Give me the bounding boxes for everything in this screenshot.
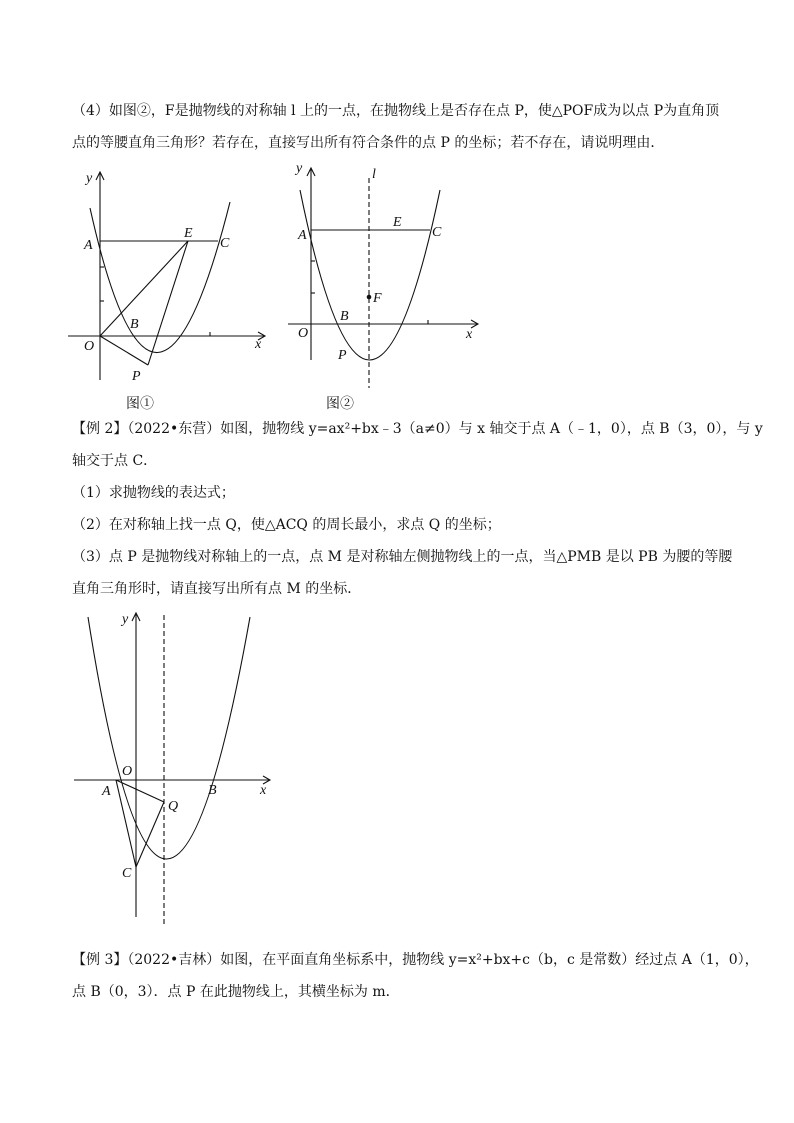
fig1-label-b: B	[130, 317, 139, 332]
ex2-label-a: A	[102, 784, 111, 799]
problem4-line1: （4）如图②，F是抛物线的对称轴 l 上的一点，在抛物线上是否存在点 P，使△POF成为以点 P为直角顶	[72, 103, 720, 119]
fig1-label-p: P	[132, 369, 141, 384]
ex2-label-x: x	[260, 783, 267, 798]
fig1-label-c: C	[220, 236, 230, 251]
fig2-label-y: y	[296, 161, 303, 176]
ex2-segment-ac	[116, 780, 136, 867]
fig1-parabola	[90, 202, 230, 353]
problem4-line2: 点的等腰直角三角形？若存在，直接写出所有符合条件的点 P 的坐标；若不存在，请说明理由．	[72, 135, 665, 151]
fig1-label-y: y	[86, 171, 93, 186]
fig2-label-a: A	[298, 228, 307, 243]
example2-q1: （1）求抛物线的表达式；	[72, 485, 235, 501]
example2-line2: 轴交于点 C．	[72, 453, 158, 469]
example3-line1: 【例 3】（2022•吉林）如图，在平面直角坐标系中，抛物线 y=x²+bx+c（b，c 是常数）经过点 A（1，0），	[72, 952, 759, 968]
ex2-label-b: B	[208, 783, 217, 798]
example2-q3-line2: 直角三角形时，请直接写出所有点 M 的坐标．	[72, 581, 362, 597]
ex2-label-q: Q	[168, 799, 179, 814]
fig1-label-x: x	[255, 337, 262, 352]
fig1-segment-op	[100, 336, 148, 365]
example2-q2: （2）在对称轴上找一点 Q，使△ACQ 的周长最小，求点 Q 的坐标；	[72, 517, 501, 533]
ex2-label-o: O	[122, 764, 133, 779]
fig2-label-f: F	[373, 291, 382, 306]
fig2-parabola	[300, 190, 440, 360]
fig1-label-a: A	[84, 238, 93, 253]
fig2-label-b: B	[340, 309, 349, 324]
fig2-caption: 图②	[326, 397, 354, 410]
fig2-label-l: l	[372, 167, 376, 182]
example3-line2: 点 B（0，3）．点 P 在此抛物线上，其横坐标为 m．	[72, 984, 400, 1000]
example2-line1: 【例 2】（2022•东营）如图，抛物线 y=ax²+bx﹣3（a≠0）与 x 轴交于点 A（﹣1，0），点 B（3，0），与 y	[72, 421, 763, 437]
fig2-label-x: x	[466, 327, 473, 342]
fig2-label-e: E	[393, 215, 402, 230]
fig2-label-c: C	[432, 225, 442, 240]
ex2-label-y: y	[122, 612, 129, 627]
fig1-segment-pe	[148, 241, 188, 365]
fig2-point-f	[367, 295, 372, 300]
fig1-segment-oe	[100, 241, 188, 336]
ex2-parabola	[88, 617, 250, 859]
ex2-segment-aq	[116, 780, 164, 802]
figure-2	[280, 160, 490, 410]
ex2-label-c: C	[122, 866, 132, 881]
figure-1	[60, 160, 280, 410]
fig1-caption: 图①	[126, 397, 154, 410]
fig1-label-e: E	[184, 226, 193, 241]
fig1-label-o: O	[84, 339, 95, 354]
example2-figure	[70, 605, 290, 935]
example2-q3-line1: （3）点 P 是抛物线对称轴上的一点，点 M 是对称轴左侧抛物线上的一点，当△PMB 是以 PB 为腰的等腰	[72, 549, 733, 565]
fig2-label-o: O	[298, 326, 309, 341]
fig2-label-p: P	[338, 348, 347, 363]
